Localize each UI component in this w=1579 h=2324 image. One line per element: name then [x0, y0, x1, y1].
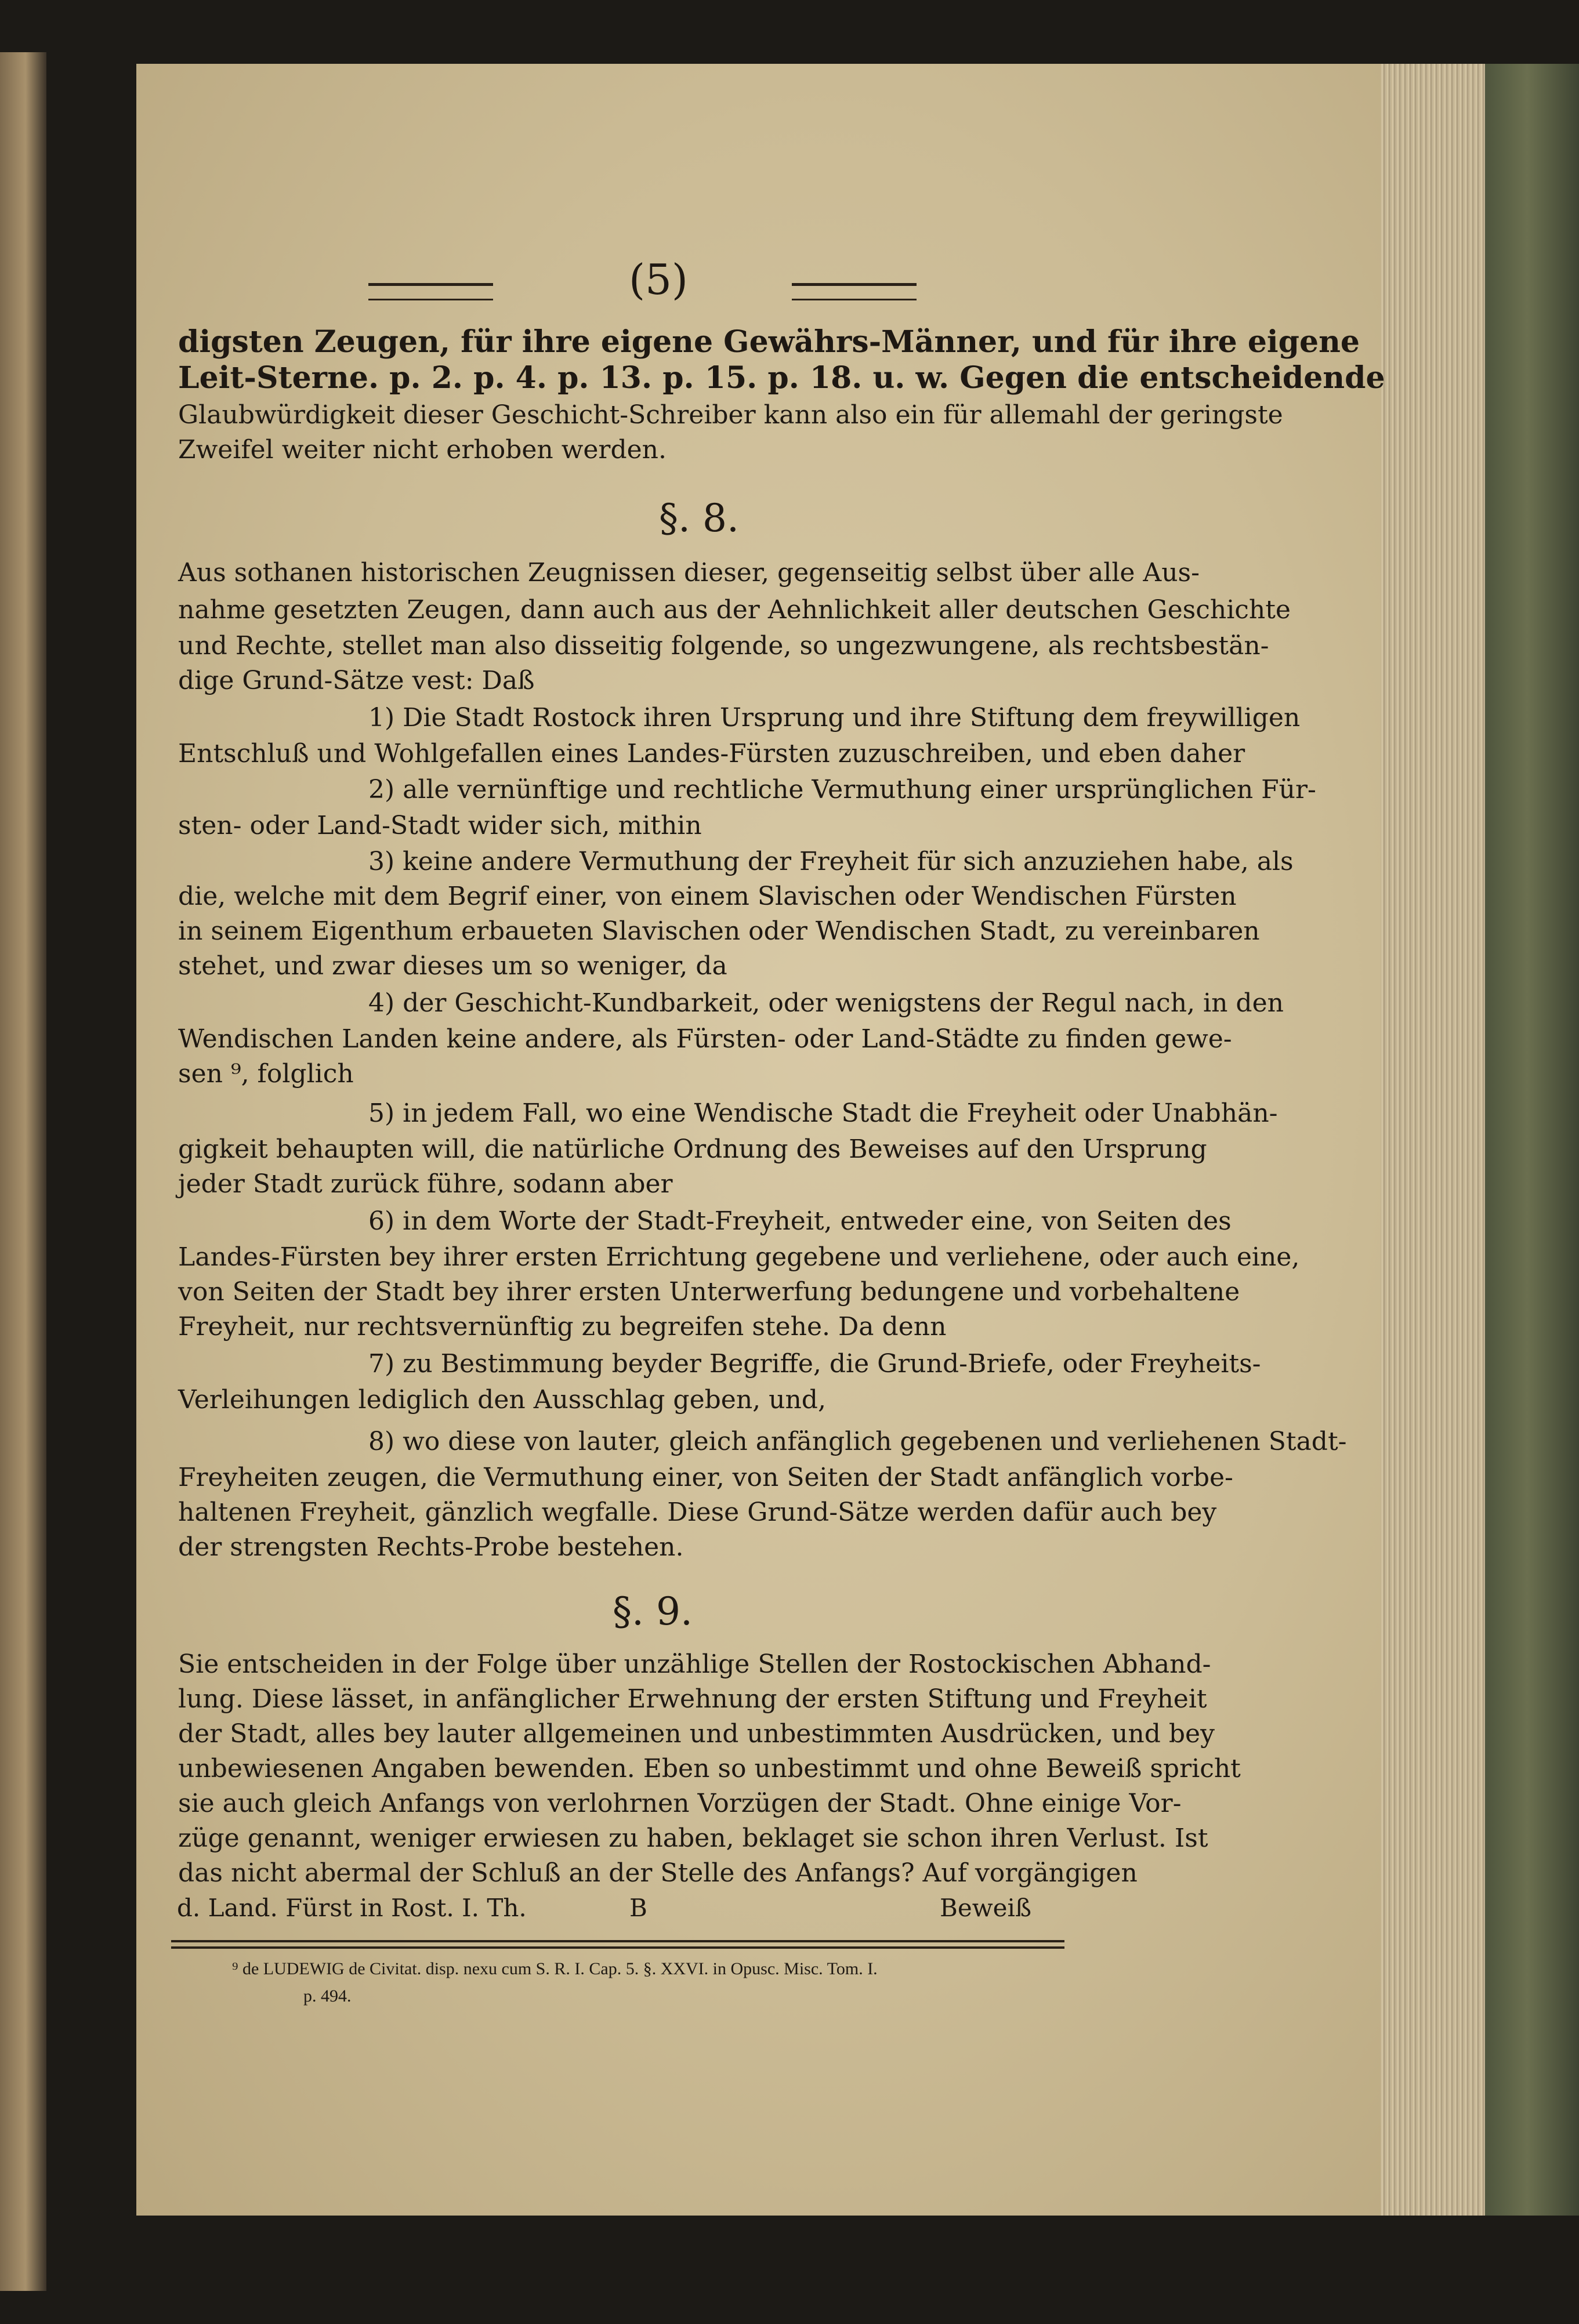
footnote-rule: [171, 1940, 1064, 1942]
text-line: und Rechte, stellet man also disseitig folgende, so ungezwungene, als rechtsbestän-: [178, 631, 1269, 661]
text-line: Wendischen Landen keine andere, als Fürsten- oder Land-Städte zu finden gewe-: [178, 1024, 1232, 1054]
list-item: 2) alle vernünftige und rechtliche Vermuthung einer ursprünglichen Für-: [368, 775, 1316, 804]
text-line: digsten Zeugen, für ihre eigene Gewährs-Männer, und für ihre eigene: [178, 324, 1360, 360]
header-rule-right: [792, 283, 917, 300]
text-line: unbewiesenen Angaben bewenden. Eben so unbestimmt und ohne Beweiß spricht: [178, 1754, 1241, 1783]
text-line: stehet, und zwar dieses um so weniger, da: [178, 951, 727, 981]
text-line: jeder Stadt zurück führe, sodann aber: [178, 1169, 673, 1199]
text-line: der strengsten Rechts-Probe bestehen.: [178, 1532, 684, 1562]
text-line: gigkeit behaupten will, die natürliche Ordnung des Beweises auf den Ursprung: [178, 1134, 1207, 1164]
text-line: Freyheiten zeugen, die Vermuthung einer, von Seiten der Stadt anfänglich vorbe-: [178, 1463, 1233, 1492]
book-cover: [1485, 64, 1579, 2216]
text-line: lung. Diese lässet, in anfänglicher Erwehnung der ersten Stiftung und Freyheit: [178, 1684, 1207, 1714]
footnote-line: ⁹ de LUDEWIG de Civitat. disp. nexu cum S. R. I. Cap. 5. §. XXVI. in Opusc. Misc. Tom. I.: [232, 1959, 878, 1978]
list-item: 4) der Geschicht-Kundbarkeit, oder wenigstens der Regul nach, in den: [368, 988, 1284, 1018]
text-line: Glaubwürdigkeit dieser Geschicht-Schreiber kann also ein für allemahl der geringste: [178, 400, 1283, 430]
text-line: nahme gesetzten Zeugen, dann auch aus der Aehnlichkeit aller deutschen Geschichte: [178, 595, 1291, 625]
adjacent-left-page: [0, 52, 46, 2291]
text-line: Zweifel weiter nicht erhoben werden.: [178, 435, 667, 465]
text-line: Leit-Sterne. p. 2. p. 4. p. 13. p. 15. p. 18. u. w. Gegen die entscheidende: [178, 360, 1385, 396]
book-page: [136, 64, 1385, 2216]
text-line: Landes-Fürsten bey ihrer ersten Errichtung gegebene und verliehene, oder auch eine,: [178, 1242, 1300, 1272]
catchword: Beweiß: [940, 1894, 1032, 1922]
list-item: 5) in jedem Fall, wo eine Wendische Stadt die Freyheit oder Unabhän-: [368, 1098, 1278, 1128]
text-line: die, welche mit dem Begrif einer, von einem Slavischen oder Wendischen Fürsten: [178, 882, 1237, 911]
list-item: 8) wo diese von lauter, gleich anfänglich gegebenen und verliehenen Stadt-: [368, 1427, 1347, 1456]
page-number: (5): [629, 255, 688, 304]
section-heading: §. 9.: [613, 1589, 693, 1634]
text-line: in seinem Eigenthum erbaueten Slavischen oder Wendischen Stadt, zu vereinbaren: [178, 916, 1260, 946]
footnote-rule: [171, 1946, 1064, 1949]
list-item: 3) keine andere Vermuthung der Freyheit für sich anzuziehen habe, als: [368, 847, 1294, 876]
text-line: das nicht abermal der Schluß an der Stelle des Anfangs? Auf vorgängigen: [178, 1858, 1138, 1888]
list-item: 7) zu Bestimmung beyder Begriffe, die Grund-Briefe, oder Freyheits-: [368, 1349, 1261, 1379]
signature-mark: B: [629, 1894, 647, 1922]
text-line: Sie entscheiden in der Folge über unzählige Stellen der Rostockischen Abhand-: [178, 1649, 1211, 1679]
text-line: Entschluß und Wohlgefallen eines Landes-Fürsten zuzuschreiben, und eben daher: [178, 739, 1245, 768]
footnote-line: p. 494.: [303, 1986, 352, 2006]
text-line: sie auch gleich Anfangs von verlohrnen Vorzügen der Stadt. Ohne einige Vor-: [178, 1789, 1182, 1818]
text-line: der Stadt, alles bey lauter allgemeinen und unbestimmten Ausdrücken, und bey: [178, 1719, 1215, 1749]
section-heading: §. 8.: [659, 496, 739, 541]
text-line: Aus sothanen historischen Zeugnissen dieser, gegenseitig selbst über alle Aus-: [178, 558, 1200, 588]
text-line: von Seiten der Stadt bey ihrer ersten Unterwerfung bedungene und vorbehaltene: [178, 1277, 1240, 1307]
page-edges: [1381, 64, 1485, 2216]
list-item: 1) Die Stadt Rostock ihren Ursprung und ihre Stiftung dem freywilligen: [368, 703, 1301, 733]
text-line: haltenen Freyheit, gänzlich wegfalle. Diese Grund-Sätze werden dafür auch bey: [178, 1498, 1217, 1527]
text-line: sen ⁹, folglich: [178, 1059, 354, 1089]
list-item: 6) in dem Worte der Stadt-Freyheit, entweder eine, von Seiten des: [368, 1206, 1232, 1236]
text-line: Freyheit, nur rechtsvernünftig zu begreifen stehe. Da denn: [178, 1312, 947, 1342]
text-line: züge genannt, weniger erwiesen zu haben, beklaget sie schon ihren Verlust. Ist: [178, 1823, 1208, 1853]
text-line: sten- oder Land-Stadt wider sich, mithin: [178, 811, 702, 840]
text-line: Verleihungen lediglich den Ausschlag geben, und,: [178, 1385, 826, 1415]
signature-title: d. Land. Fürst in Rost. I. Th.: [177, 1894, 527, 1922]
text-line: dige Grund-Sätze vest: Daß: [178, 666, 535, 695]
header-rule-left: [368, 283, 493, 300]
